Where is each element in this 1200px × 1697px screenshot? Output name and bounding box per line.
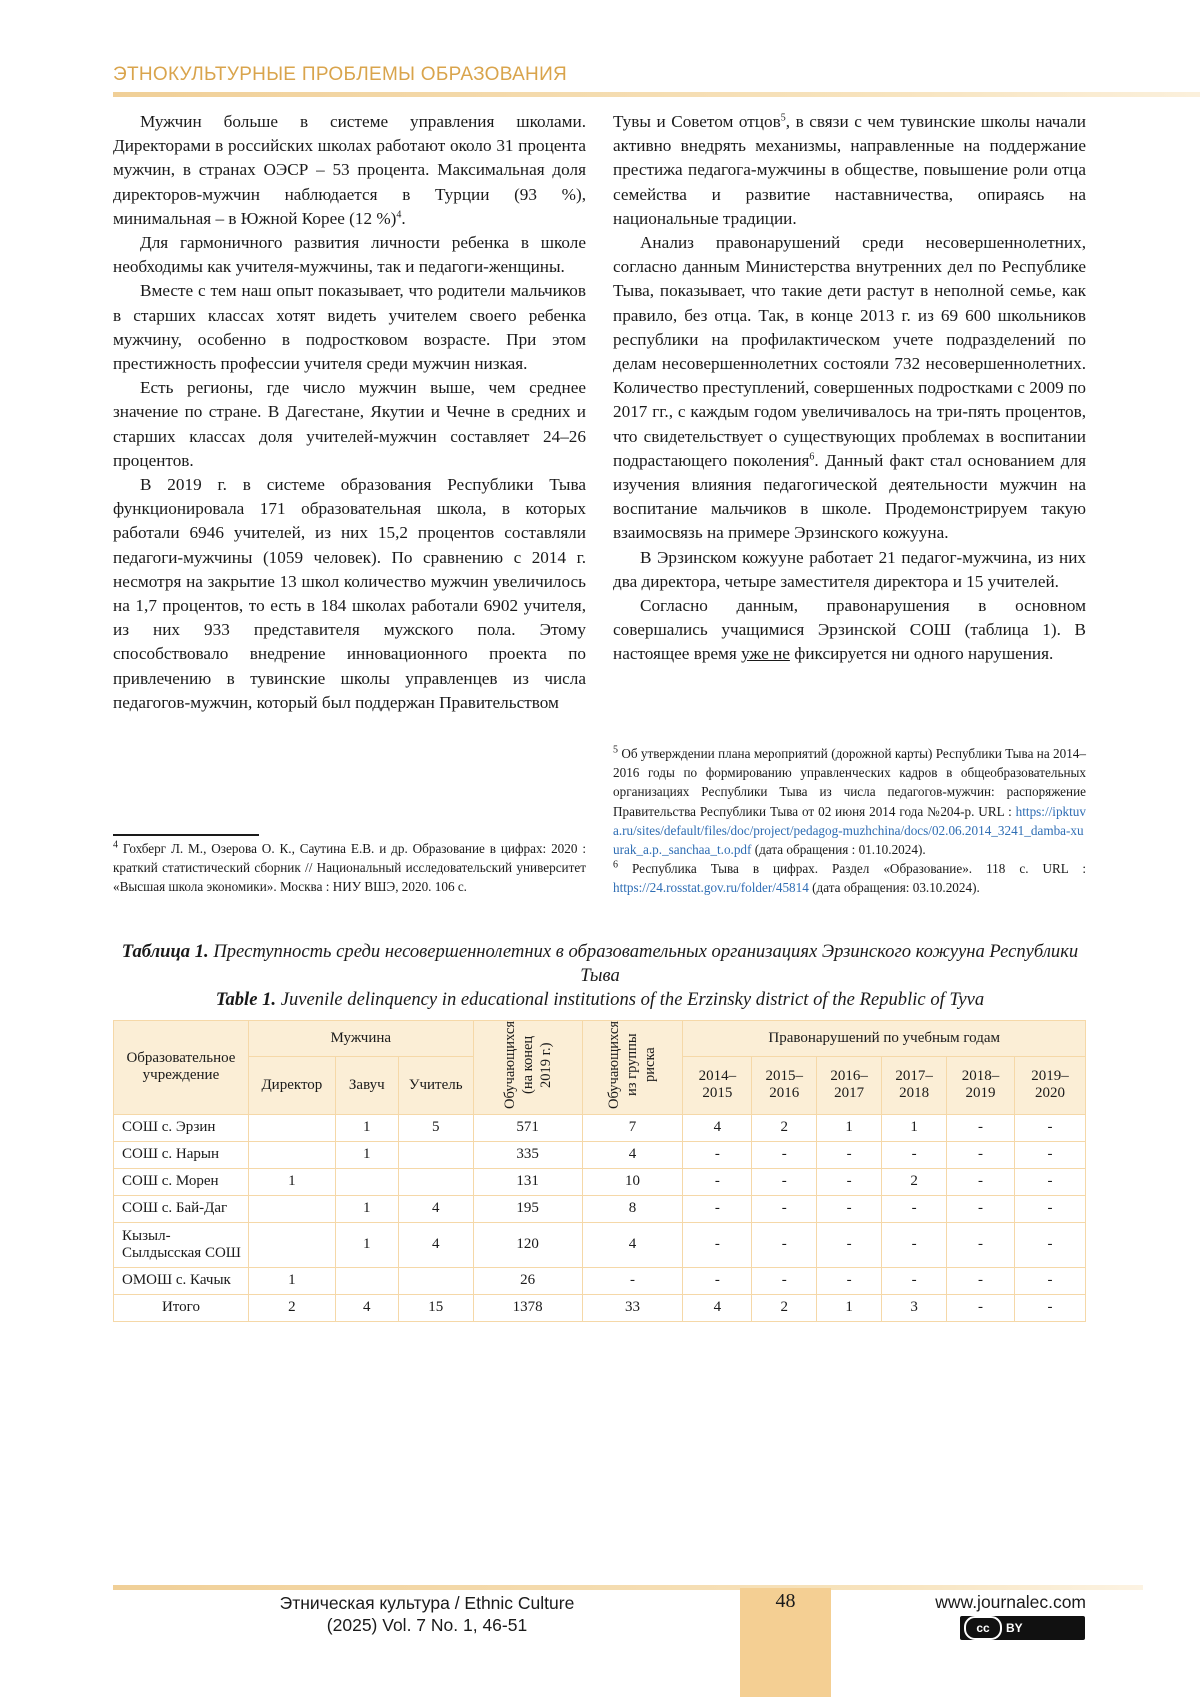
table-row: СОШ с. Нарын 1 335 4 - - - - - - — [114, 1141, 1086, 1168]
header-men: Мужчина — [248, 1021, 473, 1057]
paragraph: Тувы и Советом отцов$^5$, в связи с чем тувинские школы начали активно внедрять механизмы, направленные на поддержание престижа педагога-мужчины в обществе, повышение роли отца семейства и развитие наставничества, опираясь на национальные традиции. — [613, 112, 1086, 228]
paragraph: Анализ правонарушений среди несовершеннолетних, согласно данным Министерства внутренних дел по Республике Тыва, показывает, что такие дети растут в неполной семье, как правило, без отца. Так, в конце 2013 г. из 69 600 школьников республики на профилактическом учете подразделений по делам несовершеннолетних состояли 732 несовершеннолетних. Количество преступлений, совершенных подростками с 2009 по 2017 гг., с каждым годом увеличивалось на три-пять процентов, что свидетельствует о существующих проблемах в воспитании подрастающего поколения$^6$. Данный факт стал основанием для изучения влияния педагогической деятельности мужчин на воспитание мальчиков в школе. Продемонстрируем такую взаимосвязь на примере Эрзинского кожууна. — [613, 233, 1086, 543]
footnote-link[interactable]: https://ipktuva.ru/sites/default/files/doc/project/pedagog-muzhchina/docs/02.06.2014_3241_damba-xuurak_a.p._sanchaa_t.o.pdf — [613, 803, 1086, 858]
paragraph: Вместе с тем наш опыт показывает, что родители мальчиков в старших классах хотят видеть учителем своего ребенка мужчину, особенно в подростковом возрасте. При этом престижность профессии учителя среди мужчин низкая. — [113, 281, 586, 374]
table-row: СОШ с. Морен 1 131 10 - - - 2 - - — [114, 1168, 1086, 1195]
header-year: 2017–2018 — [882, 1057, 947, 1115]
header-offenses: Правонарушений по учебным годам — [683, 1021, 1086, 1057]
footnote-separator — [113, 834, 259, 836]
page-number: 48 — [775, 1590, 796, 1612]
footer-rule — [113, 1585, 1143, 1590]
paragraph: Мужчин больше в системе управления школами. Директорами в российских школах работают около 31 процента мужчин, в странах ОЭСР – 53 процента. Максимальная доля директоров-мужчин наблюдается в Турции (93 %), минимальная – в Южной Корее (12 %)$^4$. — [113, 112, 586, 228]
header-director: Директор — [248, 1057, 335, 1115]
by-icon: BY — [1006, 1621, 1023, 1635]
paragraph: Согласно данным, правонарушения в основном совершались учащимися Эрзинской СОШ (таблица 1). В настоящее время уже не фиксируется ни одного нарушения. — [613, 596, 1086, 664]
left-column — [113, 110, 586, 715]
header-risk: Обучающихся из группы риска — [582, 1021, 683, 1115]
header-year: 2016–2017 — [817, 1057, 882, 1115]
header-year: 2014–2015 — [683, 1057, 752, 1115]
journal-website-link[interactable]: www.journalec.com — [935, 1592, 1086, 1612]
paragraph: В Эрзинском кожууне работает 21 педагог-мужчина, из них два директора, четыре заместителя директора и 15 учителей. — [613, 547, 1086, 591]
header-teacher: Учитель — [398, 1057, 473, 1115]
header-year: 2019–2020 — [1014, 1057, 1085, 1115]
footnote-link[interactable]: https://24.rosstat.gov.ru/folder/45814 — [613, 880, 809, 896]
footnotes-left — [113, 839, 586, 897]
table-row: ОМОШ с. Качык 1 26 - - - - - - - — [114, 1267, 1086, 1294]
header-year: 2018–2019 — [947, 1057, 1015, 1115]
footnote-ref[interactable]: 5 — [780, 112, 786, 124]
footnote-ref[interactable]: 6 — [809, 451, 815, 463]
table-row: Кызыл-Сылдысская СОШ 1 4 120 4 - - - - - - — [114, 1222, 1086, 1267]
paragraph: В 2019 г. в системе образования Республики Тыва функционировала 171 образовательная школа, в которых работали 6946 учителей, из них 15,2 процентов составляли педагоги-мужчины (1059 человек). По сравнению с 2014 г. несмотря на закрытие 13 школ количество мужчин увеличилось на 1,7 процентов, то есть в 184 школах работали 6902 учителя, из них 933 представителя мужского пола. Этому способствовало внедрение инновационного проекта по привлечению в тувинские школы управленцев из числа педагогов-мужчин, который был поддержан Правительством — [113, 475, 586, 712]
footnote-4: $^4$ Гохберг Л. М., Озерова О. К., Саутина Е.В. и др. Образование в цифрах: 2020 : краткий статистический сборник // Национальный исследовательский университет «Высшая школа экономики». Москва : НИУ ВШЭ, 2020. 106 с. — [113, 839, 586, 895]
footnote-6: $^6$ Республика Тыва в цифрах. Раздел «Образование». 118 с. URL : https://24.rosstat.gov.ru/folder/45814 (дата обращения: 03.10.2024). — [613, 859, 1086, 896]
table-caption-ru: Таблица 1. Преступность среди несовершеннолетних в образовательных организациях Эрзинского кожууна Республики Тыва — [121, 941, 1079, 987]
paragraph: Есть регионы, где число мужчин выше, чем среднее значение по стране. В Дагестане, Якутии и Чечне в средних и старших классах доля учителей-мужчин составляет 24–26 процентов. — [113, 378, 586, 470]
cc-license-badge[interactable] — [960, 1616, 1085, 1640]
right-column — [613, 110, 1086, 667]
delinquency-table — [113, 1020, 1086, 1322]
table-row: СОШ с. Эрзин 1 5 571 7 4 2 1 1 - - — [114, 1114, 1086, 1141]
creative-commons-icon: cc — [964, 1616, 1002, 1640]
footnote-5: $^5$ Об утверждении плана мероприятий (дорожной карты) Республики Тыва на 2014–2016 годы по формированию управленческих кадров в общеобразовательных организациях Республики Тыва из числа педагогов-мужчин: распоряжение Правительства Республики Тыва от 02 июня 2014 года №204-р. URL : https://ipktuva.ru/sites/default/files/doc/project/pedagog-muzhchina/docs/02.06.2014_3241_damba-xuurak_a.p._sanchaa_t.o.pdf (дата обращения : 01.10.2024). — [613, 744, 1086, 858]
journal-citation: Этническая культура / Ethnic Culture (2025) Vol. 7 No. 1, 46-51 — [279, 1593, 575, 1635]
underlined-text: уже не — [741, 644, 790, 664]
footnote-ref[interactable]: 4 — [396, 209, 402, 221]
table-caption-en: Table 1. Juvenile delinquency in educational institutions of the Erzinsky district of the Republic of Tyva — [215, 989, 985, 1011]
header-students: Обучающихся (на конец 2019 г.) — [473, 1021, 582, 1115]
footnotes-right — [613, 744, 1086, 898]
table-row: СОШ с. Бай-Даг 1 4 195 8 - - - - - - — [114, 1195, 1086, 1222]
table-caption — [113, 940, 1087, 1013]
section-title: ЭТНОКУЛЬТУРНЫЕ ПРОБЛЕМЫ ОБРАЗОВАНИЯ — [113, 64, 568, 85]
paragraph: Для гармоничного развития личности ребенка в школе необходимы как учителя-мужчины, так и педагоги-женщины. — [113, 233, 586, 277]
header-deputy: Завуч — [335, 1057, 398, 1115]
header-institution: Образовательное учреждение — [114, 1021, 249, 1115]
header-year: 2015–2016 — [752, 1057, 817, 1115]
table-total-row: Итого 2 4 15 1378 33 4 2 1 3 - - — [114, 1294, 1086, 1321]
header-rule — [113, 92, 1200, 97]
